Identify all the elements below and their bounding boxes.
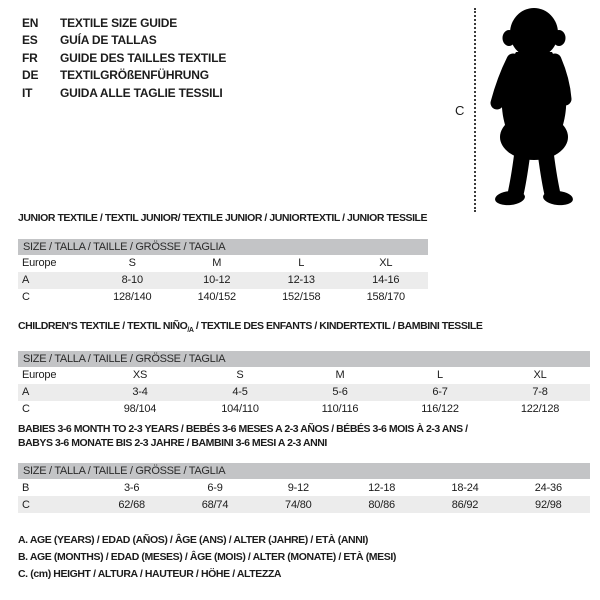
legend: [18, 532, 396, 583]
section-title-part: JUNIOR TEXTILE / TEXTIL JUNIOR/ TEXTILE JUNIOR / JUNIORTEXTIL / JUNIOR TESSILE: [18, 212, 428, 224]
size-value-cell: 158/170: [366, 291, 405, 303]
size-value-cell: 18-24: [451, 481, 479, 494]
table-row: [18, 367, 590, 384]
size-value-cell: M: [335, 369, 345, 382]
row-label-cell: Europe: [22, 257, 57, 269]
size-value-cell: XS: [132, 369, 148, 382]
size-table: [18, 463, 590, 513]
size-value-cell: 116/122: [421, 403, 459, 416]
size-value-cell: 14-16: [372, 274, 400, 286]
size-value-cell: 12-13: [287, 274, 315, 286]
table-row: [18, 255, 428, 272]
size-value-cell: 104/110: [221, 403, 259, 416]
size-value-cell: 3-4: [132, 386, 148, 399]
table-row: [18, 496, 590, 513]
row-label-cell: C: [22, 403, 30, 416]
language-title: GUÍA DE TALLAS: [60, 33, 157, 48]
language-title: GUIDE DES TAILLES TEXTILE: [60, 50, 227, 65]
language-row: [22, 32, 226, 49]
table-row: [18, 289, 428, 306]
section-title-part: BABYS 3-6 MONATE BIS 2-3 JAHRE / BAMBINI 3-6 MESI A 2-3 ANNI: [18, 436, 327, 449]
language-code: IT: [22, 85, 33, 100]
size-value-cell: 86/92: [451, 498, 479, 511]
size-value-cell: S: [128, 257, 136, 269]
size-value-cell: 74/80: [285, 498, 312, 511]
size-value-cell: 12-18: [368, 481, 396, 494]
row-label-cell: C: [22, 291, 30, 303]
table-row: [18, 479, 590, 496]
row-label-cell: A: [22, 386, 30, 399]
size-table: [18, 239, 428, 306]
size-value-cell: L: [437, 369, 443, 382]
row-label-cell: C: [22, 498, 30, 511]
size-value-cell: 3-6: [124, 481, 140, 494]
size-value-cell: 140/152: [197, 291, 236, 303]
size-value-cell: 62/68: [118, 498, 145, 511]
size-header-bar: SIZE / TALLA / TAILLE / GRÖSSE / TAGLIA: [18, 239, 428, 255]
junior-textile-section: [18, 212, 428, 306]
table-row: [18, 272, 428, 289]
size-table: [18, 351, 590, 418]
language-title: GUIDA ALLE TAGLIE TESSILI: [60, 85, 223, 100]
language-row: [22, 85, 226, 102]
size-value-cell: XL: [379, 257, 393, 269]
language-row: [22, 67, 226, 84]
size-value-cell: 10-12: [203, 274, 231, 286]
size-value-cell: M: [212, 257, 222, 269]
language-code: ES: [22, 33, 38, 48]
height-label: C: [455, 103, 465, 118]
section-title: [18, 212, 428, 226]
size-value-cell: 6-9: [207, 481, 223, 494]
size-value-cell: 152/158: [282, 291, 321, 303]
row-label-cell: Europe: [22, 369, 57, 382]
size-value-cell: 122/128: [520, 403, 560, 416]
language-code: FR: [22, 50, 38, 65]
size-value-cell: 92/98: [535, 498, 562, 511]
size-value-cell: 128/140: [113, 291, 152, 303]
row-label-cell: B: [22, 481, 30, 494]
section-title: [18, 320, 590, 338]
size-value-cell: L: [298, 257, 305, 269]
size-value-cell: S: [236, 369, 244, 382]
section-title-part: BABIES 3-6 MONTH TO 2-3 YEARS / BEBÉS 3-6 MESES A 2-3 AÑOS / BÉBÉS 3-6 MOIS À 2-3 ANS /: [18, 423, 468, 435]
language-title-list: [22, 15, 226, 102]
table-row: [18, 401, 590, 418]
size-value-cell: XL: [533, 369, 547, 382]
language-code: EN: [22, 16, 39, 30]
size-value-cell: 6-7: [432, 386, 448, 399]
language-title: TEXTILGRÖßENFÜHRUNG: [60, 68, 209, 83]
legend-line: C. (cm) HEIGHT / ALTURA / HAUTEUR / HÖHE / ALTEZZA: [18, 568, 282, 580]
height-dashed-line: [474, 8, 476, 212]
size-header-bar: SIZE / TALLA / TAILLE / GRÖSSE / TAGLIA: [18, 463, 590, 479]
section-title-part: /A: [187, 327, 194, 335]
size-value-cell: 24-36: [534, 481, 562, 494]
table-row: [18, 384, 590, 401]
section-title: [18, 423, 590, 450]
size-value-cell: 4-5: [232, 386, 248, 399]
size-value-cell: 80/86: [368, 498, 395, 511]
size-value-cell: 7-8: [532, 386, 548, 399]
legend-line: A. AGE (YEARS) / EDAD (AÑOS) / ÂGE (ANS) / ALTER (JAHRE) / ETÀ (ANNI): [18, 534, 369, 546]
size-value-cell: 110/116: [321, 403, 359, 416]
language-title: TEXTILE SIZE GUIDE: [60, 16, 178, 30]
legend-line: B. AGE (MONTHS) / EDAD (MESES) / ÂGE (MOIS) / ALTER (MONATE) / ETÀ (MESI): [18, 551, 396, 563]
size-value-cell: 98/104: [123, 403, 157, 416]
size-value-cell: 5-6: [332, 386, 348, 399]
row-label-cell: A: [22, 274, 30, 286]
language-code: DE: [22, 68, 39, 83]
size-value-cell: 8-10: [121, 274, 143, 286]
language-row: [22, 15, 226, 32]
babies-textile-section: [18, 423, 590, 513]
size-value-cell: 68/74: [201, 498, 229, 511]
childrens-textile-section: [18, 320, 590, 418]
size-value-cell: 9-12: [287, 481, 309, 494]
baby-silhouette-icon: [482, 6, 586, 214]
section-title-part: CHILDREN'S TEXTILE / TEXTIL NIÑO: [18, 320, 188, 332]
size-header-bar: SIZE / TALLA / TAILLE / GRÖSSE / TAGLIA: [18, 351, 590, 367]
section-title-part: / TEXTILE DES ENFANTS / KINDERTEXTIL / BAMBINI TESSILE: [193, 320, 483, 332]
language-row: [22, 50, 226, 67]
